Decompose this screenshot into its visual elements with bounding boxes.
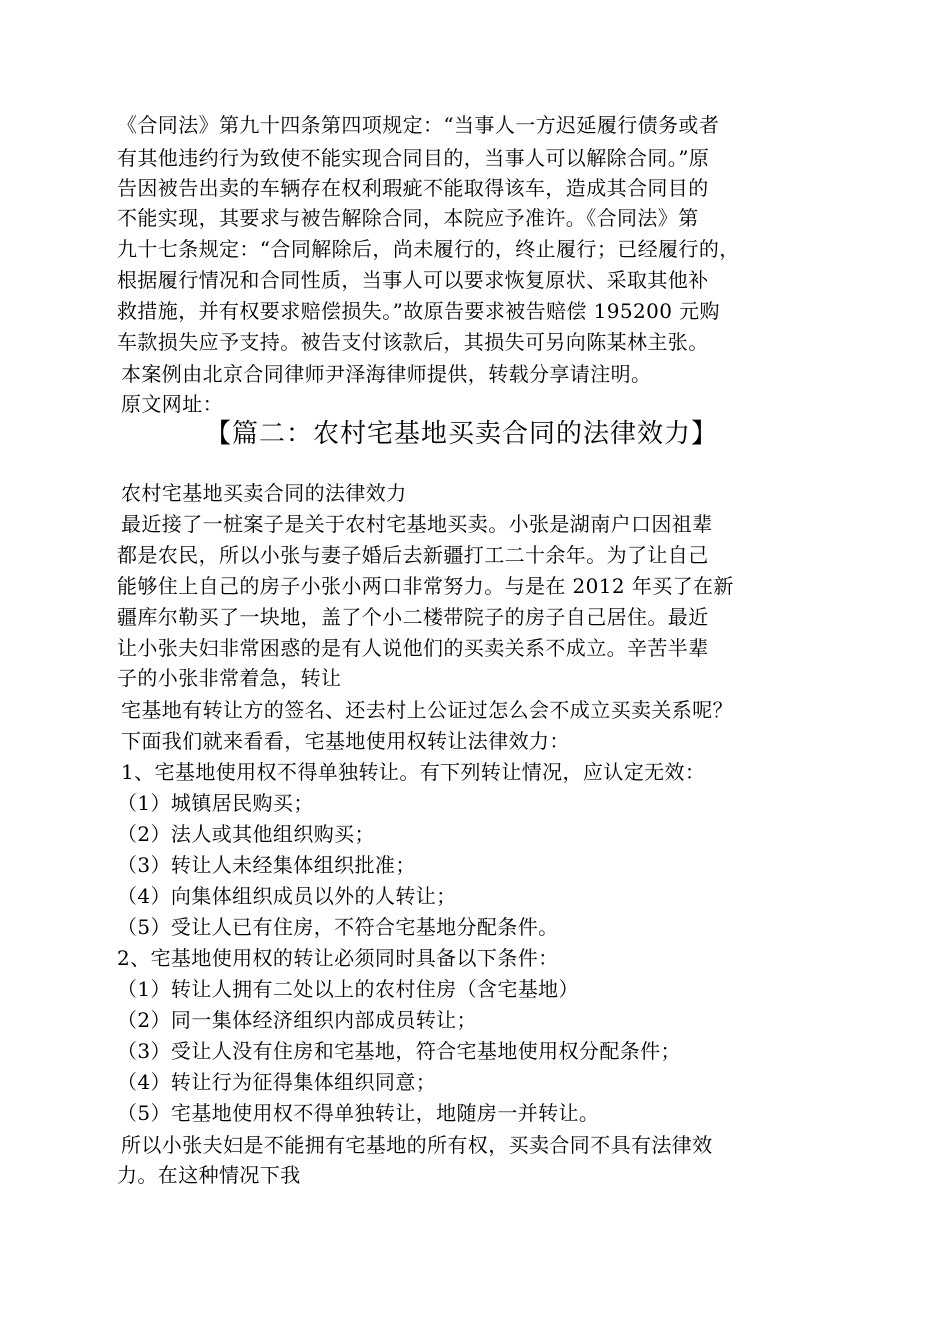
- paragraph-line: 让小张夫妇非常困惑的是有人说他们的买卖关系不成立。辛苦半辈: [117, 636, 709, 660]
- source-url-label: 原文网址：: [121, 392, 223, 416]
- paragraph-line: 车款损失应予支持。被告支付该款后，其损失可另向陈某林主张。: [117, 330, 709, 354]
- rule-title: 1、宅基地使用权不得单独转让。有下列转让情况，应认定无效：: [121, 760, 706, 784]
- paragraph-line: 不能实现，其要求与被告解除合同，本院应予准许。《合同法》第: [117, 206, 699, 230]
- paragraph-line: 有其他违约行为致使不能实现合同目的，当事人可以解除合同。”原: [117, 146, 710, 170]
- list-item: （4）转让行为征得集体组织同意；: [117, 1070, 437, 1094]
- paragraph-line: 都是农民，所以小张与妻子婚后去新疆打工二十余年。为了让自己: [117, 543, 709, 567]
- section-subtitle: 农村宅基地买卖合同的法律效力: [121, 481, 407, 505]
- paragraph-line: 下面我们就来看看，宅基地使用权转让法律效力：: [121, 729, 570, 753]
- list-item: （3）受让人没有住房和宅基地，符合宅基地使用权分配条件；: [117, 1039, 681, 1063]
- paragraph-line: 最近接了一桩案子是关于农村宅基地买卖。小张是湖南户口因祖辈: [121, 512, 713, 536]
- list-item: （2）同一集体经济组织内部成员转让；: [117, 1008, 477, 1032]
- list-item: （2）法人或其他组织购买；: [117, 822, 375, 846]
- paragraph-line: 救措施，并有权要求赔偿损失。”故原告要求被告赔偿 195200 元购: [117, 299, 720, 323]
- paragraph-line: 根据履行情况和合同性质，当事人可以要求恢复原状、采取其他补: [117, 268, 709, 292]
- paragraph-line: 九十七条规定：“合同解除后，尚未履行的，终止履行；已经履行的，: [117, 237, 740, 261]
- paragraph-line: 力。在这种情况下我: [117, 1163, 301, 1187]
- paragraph-line: 疆库尔勒买了一块地，盖了个小二楼带院子的房子自己居住。最近: [117, 605, 709, 629]
- list-item: （5）宅基地使用权不得单独转让，地随房一并转让。: [117, 1101, 600, 1125]
- paragraph-line: 子的小张非常着急，转让: [117, 666, 342, 690]
- list-item: （4）向集体组织成员以外的人转让；: [117, 884, 457, 908]
- list-item: （3）转让人未经集体组织批准；: [117, 853, 416, 877]
- paragraph-line: 告因被告出卖的车辆存在权利瑕疵不能取得该车，造成其合同目的: [117, 176, 709, 200]
- paragraph-line: 《合同法》第九十四条第四项规定：“当事人一方迟延履行债务或者: [117, 113, 720, 137]
- list-item: （1）城镇居民购买；: [117, 791, 314, 815]
- paragraph-line: 能够住上自己的房子小张小两口非常努力。与是在 2012 年买了在新: [117, 574, 734, 598]
- source-note: 本案例由北京合同律师尹泽海律师提供，转载分享请注明。: [121, 362, 652, 386]
- list-item: （1）转让人拥有二处以上的农村住房（含宅基地）: [117, 977, 579, 1001]
- paragraph-line: 宅基地有转让方的签名、还去村上公证过怎么会不成立买卖关系呢？: [121, 698, 733, 722]
- paragraph-line: 所以小张夫妇是不能拥有宅基地的所有权，买卖合同不具有法律效: [121, 1133, 713, 1157]
- section-heading: 【篇二：农村宅基地买卖合同的法律效力】: [205, 419, 719, 449]
- list-item: （5）受让人已有住房，不符合宅基地分配条件。: [117, 915, 559, 939]
- rule-title: 2、宅基地使用权的转让必须同时具备以下条件：: [117, 946, 559, 970]
